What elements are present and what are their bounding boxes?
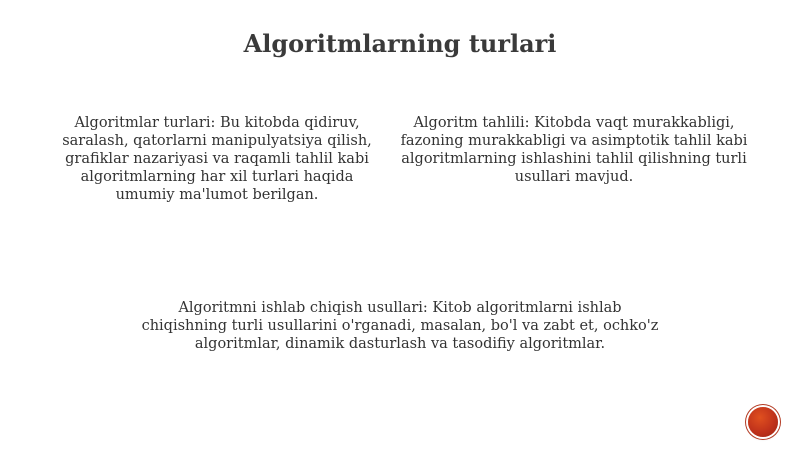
text-block-algorithm-analysis: Algoritm tahlili: Kitobda vaqt murakkabligi, fazoning murakkabligi va asimptotik tahlil kabi algoritmlarning ishlashini tahlil qilishning turli usullari mavjud. — [400, 115, 748, 185]
slide-title: Algoritmlarning turlari — [243, 29, 557, 58]
text-block-algorithm-design: Algoritmni ishlab chiqish usullari: Kitob algoritmlarni ishlab chiqishning turli usullarini o'rganadi, masalan, bo'l va zabt et, ochko'z algoritmlar, dinamik dasturlash va tasodifiy algoritmlar. — [141, 300, 659, 352]
text-block-algorithm-types: Algoritmlar turlari: Bu kitobda qidiruv, saralash, qatorlarni manipulyatsiya qilish, grafiklar nazariyasi va raqamli tahlil kabi algoritmlarning har xil turlari haqida umumiy ma'lumot berilgan. — [62, 115, 372, 203]
next-slide-button[interactable] — [748, 407, 778, 437]
